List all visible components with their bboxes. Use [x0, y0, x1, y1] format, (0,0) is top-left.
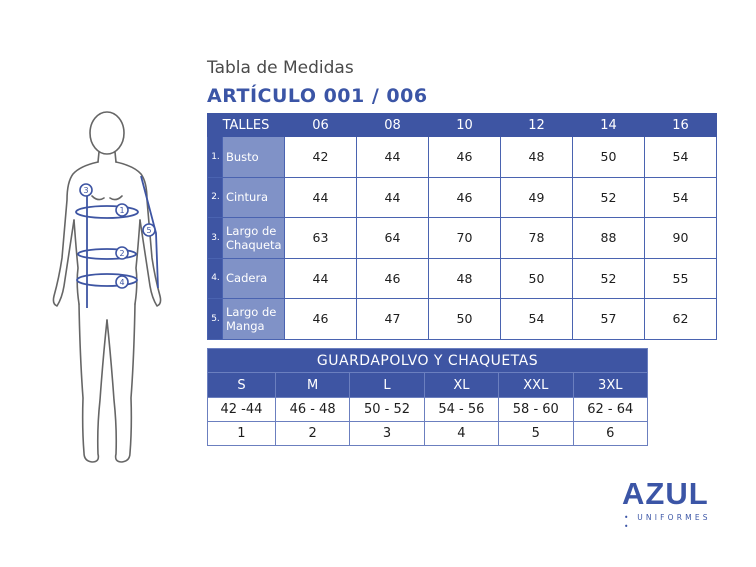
size-range: 62 - 64 [573, 398, 647, 422]
measurement-value: 44 [357, 177, 429, 218]
garment-size: L [350, 373, 424, 398]
measurement-value: 50 [573, 137, 645, 178]
size-range: 58 - 60 [499, 398, 573, 422]
measurement-value: 44 [285, 177, 357, 218]
measurement-label-line: Largo de [226, 223, 277, 238]
logo-name: AZUL [622, 476, 709, 511]
measurement-value: 54 [645, 137, 717, 178]
measurement-label-line: Cadera [226, 271, 268, 286]
measurement-value: 78 [501, 218, 573, 259]
measurement-value: 50 [429, 299, 501, 340]
measurement-label-line: Cintura [226, 190, 269, 205]
measurement-value: 52 [573, 177, 645, 218]
measurement-value: 46 [357, 258, 429, 299]
measurement-row [208, 218, 717, 259]
measurement-value: 54 [501, 299, 573, 340]
garment-size: 3XL [573, 373, 647, 398]
garment-size: XL [424, 373, 498, 398]
row-number: 2. [208, 177, 223, 218]
size-code: 6 [573, 422, 647, 446]
marker-3: 3 [83, 186, 89, 195]
measurement-value: 63 [285, 218, 357, 259]
size-header: 08 [357, 114, 429, 137]
measurement-value: 88 [573, 218, 645, 259]
row-number: 1. [208, 137, 223, 178]
measurement-value: 42 [285, 137, 357, 178]
measurement-label [223, 137, 285, 178]
measurement-label [223, 299, 285, 340]
size-range: 42 -44 [208, 398, 276, 422]
measurement-label-line: Chaqueta [226, 237, 282, 252]
measurement-value: 48 [501, 137, 573, 178]
measurement-value: 54 [645, 177, 717, 218]
measurement-row [208, 258, 717, 299]
measurement-label-line: Largo de [226, 304, 277, 319]
size-code: 1 [208, 422, 276, 446]
measurements-header-row [208, 114, 717, 137]
guardapolvo-sizes-row [208, 373, 648, 398]
page-title: Tabla de Medidas [207, 58, 354, 78]
size-header: 06 [285, 114, 357, 137]
measurement-label [223, 258, 285, 299]
marker-2: 2 [119, 249, 125, 258]
garment-size: S [208, 373, 276, 398]
marker-5: 5 [146, 226, 152, 235]
row-number: 4. [208, 258, 223, 299]
size-header: 10 [429, 114, 501, 137]
measurement-value: 46 [429, 137, 501, 178]
size-code: 5 [499, 422, 573, 446]
measurement-label [223, 218, 285, 259]
talles-header: TALLES [208, 114, 285, 137]
measurement-value: 50 [501, 258, 573, 299]
measurement-value: 46 [285, 299, 357, 340]
article-subtitle: ARTÍCULO 001 / 006 [207, 85, 428, 107]
measurement-value: 70 [429, 218, 501, 259]
size-range: 50 - 52 [350, 398, 424, 422]
marker-4: 4 [119, 278, 125, 287]
measurement-label-line: Manga [226, 318, 265, 333]
measurement-value: 62 [645, 299, 717, 340]
measurement-value: 47 [357, 299, 429, 340]
measurement-value: 64 [357, 218, 429, 259]
garment-size: M [275, 373, 349, 398]
measurement-value: 44 [357, 137, 429, 178]
size-code: 2 [275, 422, 349, 446]
row-number: 3. [208, 218, 223, 259]
measurement-row [208, 137, 717, 178]
measurement-value: 52 [573, 258, 645, 299]
garment-size: XXL [499, 373, 573, 398]
guardapolvo-title: GUARDAPOLVO Y CHAQUETAS [208, 349, 648, 373]
azul-logo [622, 476, 722, 531]
measurement-row [208, 177, 717, 218]
guardapolvo-codes-row [208, 422, 648, 446]
measurement-value: 48 [429, 258, 501, 299]
measurement-value: 46 [429, 177, 501, 218]
measurement-label-line: Busto [226, 149, 259, 164]
measurement-value: 49 [501, 177, 573, 218]
measurements-table [207, 113, 717, 340]
measurement-row [208, 299, 717, 340]
measurement-label [223, 177, 285, 218]
size-range: 54 - 56 [424, 398, 498, 422]
row-number: 5. [208, 299, 223, 340]
logo-tagline: • UNIFORMES • [624, 513, 711, 531]
measurement-value: 44 [285, 258, 357, 299]
size-header: 12 [501, 114, 573, 137]
measurement-value: 57 [573, 299, 645, 340]
marker-1: 1 [119, 206, 125, 215]
size-code: 3 [350, 422, 424, 446]
size-range: 46 - 48 [275, 398, 349, 422]
size-code: 4 [424, 422, 498, 446]
guardapolvo-table [207, 348, 648, 446]
size-header: 14 [573, 114, 645, 137]
measurement-value: 55 [645, 258, 717, 299]
body-figure-illustration [40, 108, 175, 468]
measurement-value: 90 [645, 218, 717, 259]
size-header: 16 [645, 114, 717, 137]
guardapolvo-ranges-row [208, 398, 648, 422]
